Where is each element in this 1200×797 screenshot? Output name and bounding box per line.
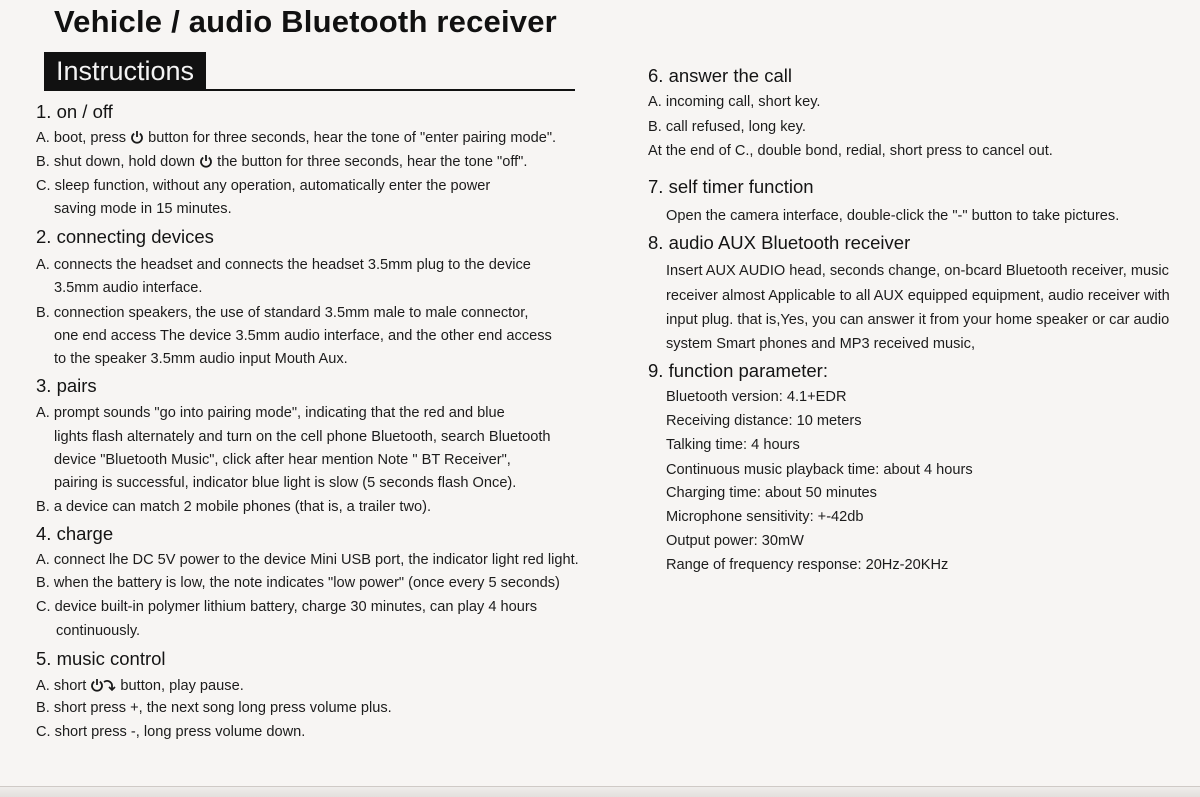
section-text-line: continuously.	[56, 623, 141, 639]
param-line: Charging time: about 50 minutes	[666, 485, 877, 501]
section-text-line: A. connects the headset and connects the headset 3.5mm plug to the device	[36, 257, 531, 273]
paper-bottom-edge	[0, 786, 1200, 797]
section-heading: 3. pairs	[36, 375, 97, 396]
section-heading: 8. audio AUX Bluetooth receiver	[648, 232, 911, 253]
section-text-line: B. connection speakers, the use of standard 3.5mm male to male connector,	[36, 305, 529, 321]
section-text-line: A. boot, press button for three seconds, hear the tone of "enter pairing mode".	[36, 130, 557, 146]
param-line: Talking time: 4 hours	[666, 437, 800, 453]
section-text-line: C. device built-in polymer lithium battery, charge 30 minutes, can play 4 hours	[36, 599, 538, 615]
power-icon	[199, 154, 213, 168]
param-line: Receiving distance: 10 meters	[666, 413, 862, 429]
section-text-line: Open the camera interface, double-click the "-" button to take pictures.	[666, 208, 1120, 224]
section-text-line: system Smart phones and MP3 received music,	[666, 336, 976, 352]
param-line: Output power: 30mW	[666, 533, 804, 549]
section-text-line: 3.5mm audio interface.	[54, 280, 203, 296]
section-heading: 9. function parameter:	[648, 360, 828, 381]
section-heading: 4. charge	[36, 523, 114, 544]
section-heading: 7. self timer function	[648, 176, 814, 197]
power-icon	[130, 130, 144, 144]
instructions-divider	[44, 89, 575, 91]
section-text-line: saving mode in 15 minutes.	[54, 201, 232, 217]
section-text-line: input plug. that is,Yes, you can answer it from your home speaker or car audio	[666, 312, 1170, 328]
section-heading: 5. music control	[36, 648, 166, 669]
section-text-line: C. short press -, long press volume down.	[36, 724, 306, 740]
param-line: Continuous music playback time: about 4 hours	[666, 462, 973, 478]
section-text-line: to the speaker 3.5mm audio input Mouth Aux.	[54, 351, 348, 367]
section-text-line: At the end of C., double bond, redial, short press to cancel out.	[648, 143, 1053, 159]
section-text-line: device "Bluetooth Music", click after hear mention Note " BT Receiver",	[54, 452, 511, 468]
param-line: Microphone sensitivity: +-42db	[666, 509, 864, 525]
param-line: Bluetooth version: 4.1+EDR	[666, 389, 847, 405]
section-heading: 1. on / off	[36, 101, 113, 122]
section-text-line: C. sleep function, without any operation, automatically enter the power	[36, 178, 491, 194]
section-text-line: A. prompt sounds "go into pairing mode", indicating that the red and blue	[36, 405, 505, 421]
section-text-line: B. when the battery is low, the note indicates "low power" (once every 5 seconds)	[36, 575, 560, 591]
section-text-line: one end access The device 3.5mm audio interface, and the other end access	[54, 328, 552, 344]
section-text-line: pairing is successful, indicator blue light is slow (5 seconds flash Once).	[54, 475, 517, 491]
section-text-line: lights flash alternately and turn on the cell phone Bluetooth, search Bluetooth	[54, 429, 551, 445]
section-text-line: B. shut down, hold down the button for three seconds, hear the tone "off".	[36, 154, 528, 170]
section-text-line: B. short press +, the next song long press volume plus.	[36, 700, 392, 716]
section-heading: 2. connecting devices	[36, 226, 214, 247]
section-text-line: A. short button, play pause.	[36, 678, 244, 694]
section-text-line: B. a device can match 2 mobile phones (that is, a trailer two).	[36, 499, 432, 515]
page-title: Vehicle / audio Bluetooth receiver	[54, 4, 557, 39]
section-text-line: receiver almost Applicable to all AUX equipped equipment, audio receiver with	[666, 288, 1170, 304]
instructions-label: Instructions	[44, 52, 206, 90]
section-heading: 6. answer the call	[648, 65, 792, 86]
section-text-line: Insert AUX AUDIO head, seconds change, on-bcard Bluetooth receiver, music	[666, 263, 1169, 279]
section-text-line: B. call refused, long key.	[648, 119, 806, 135]
param-line: Range of frequency response: 20Hz-20KHz	[666, 557, 949, 573]
section-text-line: A. incoming call, short key.	[648, 94, 821, 110]
power-play-icon	[90, 677, 116, 692]
section-text-line: A. connect lhe DC 5V power to the device Mini USB port, the indicator light red light.	[36, 552, 579, 568]
